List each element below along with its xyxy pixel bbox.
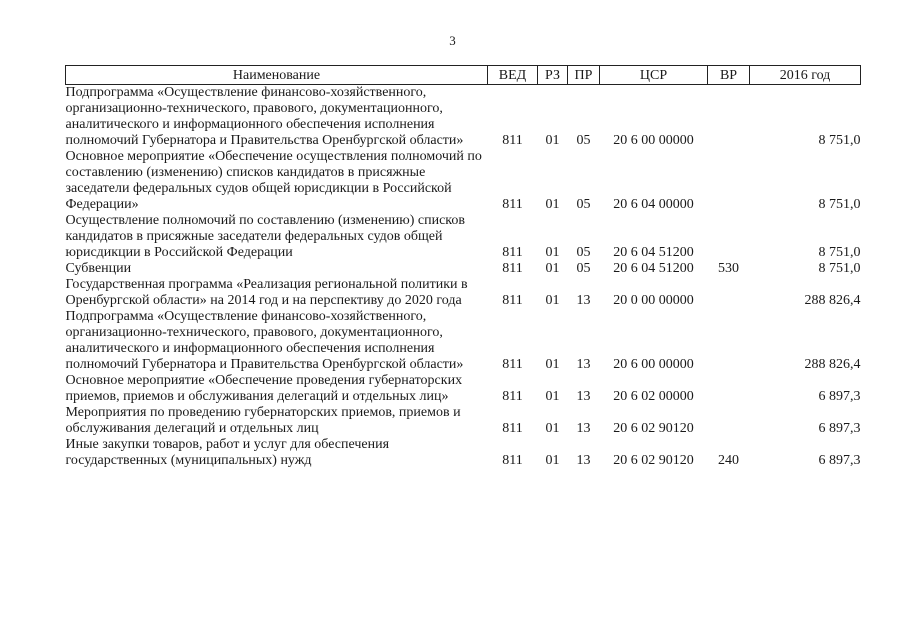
row-pr: 05 — [576, 197, 591, 212]
row-amount: 8 751,0 — [818, 245, 861, 260]
row-csr: 20 6 00 00000 — [613, 133, 694, 148]
row-vr — [708, 149, 750, 213]
header-vr: ВР — [708, 66, 750, 85]
row-rz: 01 — [545, 357, 560, 372]
row-name: Иные закупки товаров, работ и услуг для обеспечения государственных (муниципальных) нужд — [65, 437, 390, 468]
row-csr: 20 6 02 90120 — [613, 453, 694, 468]
row-pr: 13 — [576, 293, 591, 308]
row-ved: 811 — [502, 261, 523, 276]
row-ved: 811 — [502, 245, 523, 260]
table-row — [66, 85, 861, 150]
row-csr: 20 6 02 00000 — [613, 389, 694, 404]
header-name: Наименование — [66, 66, 488, 85]
row-rz: 01 — [545, 389, 560, 404]
row-vr — [708, 309, 750, 373]
header-year: 2016 год — [750, 66, 861, 85]
row-rz: 01 — [545, 453, 560, 468]
row-name: Осуществление полномочий по составлению (изменению) списков кандидатов в присяжные заседатели федеральных судов общей юрисдикции в Российской Федерации — [65, 213, 466, 260]
row-pr: 13 — [576, 389, 591, 404]
row-pr: 05 — [576, 133, 591, 148]
table-row — [66, 277, 861, 309]
row-ved: 811 — [502, 453, 523, 468]
header-pr: ПР — [568, 66, 600, 85]
row-csr: 20 6 04 51200 — [613, 261, 694, 276]
row-vr: 530 — [718, 261, 739, 276]
table-header-row — [66, 66, 861, 85]
header-csr: ЦСР — [600, 66, 708, 85]
row-vr — [708, 373, 750, 405]
row-rz: 01 — [545, 421, 560, 436]
row-rz: 01 — [545, 261, 560, 276]
row-ved: 811 — [502, 293, 523, 308]
row-pr: 13 — [576, 453, 591, 468]
row-csr: 20 6 04 00000 — [613, 197, 694, 212]
row-vr: 240 — [718, 453, 739, 468]
budget-table — [65, 65, 861, 469]
row-amount: 8 751,0 — [818, 133, 861, 148]
row-amount: 8 751,0 — [818, 261, 861, 276]
row-ved: 811 — [502, 197, 523, 212]
table-row — [66, 373, 861, 405]
row-amount: 6 897,3 — [818, 453, 861, 468]
row-amount: 8 751,0 — [818, 197, 861, 212]
row-name: Государственная программа «Реализация региональной политики в Оренбургской области» на 2014 год и на перспективу до 2020 года — [65, 277, 468, 308]
row-csr: 20 6 00 00000 — [613, 357, 694, 372]
row-vr — [708, 405, 750, 437]
header-ved: ВЕД — [488, 66, 538, 85]
row-rz: 01 — [545, 133, 560, 148]
row-pr: 05 — [576, 261, 591, 276]
row-rz: 01 — [545, 293, 560, 308]
row-name: Подпрограмма «Осуществление финансово-хозяйственного, организационно-технического, правового, документационного, аналитического и информационного обеспечения исполнения полномочий Губернатора и Правительства Оренбургской области» — [65, 85, 464, 148]
table-row — [66, 261, 861, 277]
row-amount: 6 897,3 — [818, 421, 861, 436]
row-vr — [708, 277, 750, 309]
table-row — [66, 309, 861, 373]
table-row — [66, 405, 861, 437]
row-csr: 20 0 00 00000 — [613, 293, 694, 308]
row-csr: 20 6 04 51200 — [613, 245, 694, 260]
row-ved: 811 — [502, 357, 523, 372]
row-name: Мероприятия по проведению губернаторских приемов, приемов и обслуживания делегаций и отдельных лиц — [65, 405, 461, 436]
row-pr: 13 — [576, 357, 591, 372]
row-csr: 20 6 02 90120 — [613, 421, 694, 436]
table-row — [66, 149, 861, 213]
row-pr: 05 — [576, 245, 591, 260]
row-vr — [708, 85, 750, 150]
row-ved: 811 — [502, 389, 523, 404]
header-rz: РЗ — [538, 66, 568, 85]
row-name: Основное мероприятие «Обеспечение осуществления полномочий по составлению (изменению) списков кандидатов в присяжные заседатели федеральных судов общей юрисдикции в Российской Федерации» — [65, 149, 482, 212]
row-name: Основное мероприятие «Обеспечение проведения губернаторских приемов, приемов и обслуживания делегаций и отдельных лиц» — [65, 373, 463, 404]
row-amount: 288 826,4 — [804, 357, 861, 372]
row-name: Субвенции — [65, 261, 132, 276]
row-vr — [708, 213, 750, 261]
row-ved: 811 — [502, 421, 523, 436]
row-pr: 13 — [576, 421, 591, 436]
row-rz: 01 — [545, 245, 560, 260]
table-row — [66, 213, 861, 261]
table-row — [66, 437, 861, 469]
row-amount: 6 897,3 — [818, 389, 861, 404]
page-number: 3 — [449, 33, 456, 48]
row-rz: 01 — [545, 197, 560, 212]
row-name: Подпрограмма «Осуществление финансово-хозяйственного, организационно-технического, правового, документационного, аналитического и информационного обеспечения исполнения полномочий Губернатора и Правительства Оренбургской области» — [65, 309, 464, 372]
row-amount: 288 826,4 — [804, 293, 861, 308]
row-ved: 811 — [502, 133, 523, 148]
